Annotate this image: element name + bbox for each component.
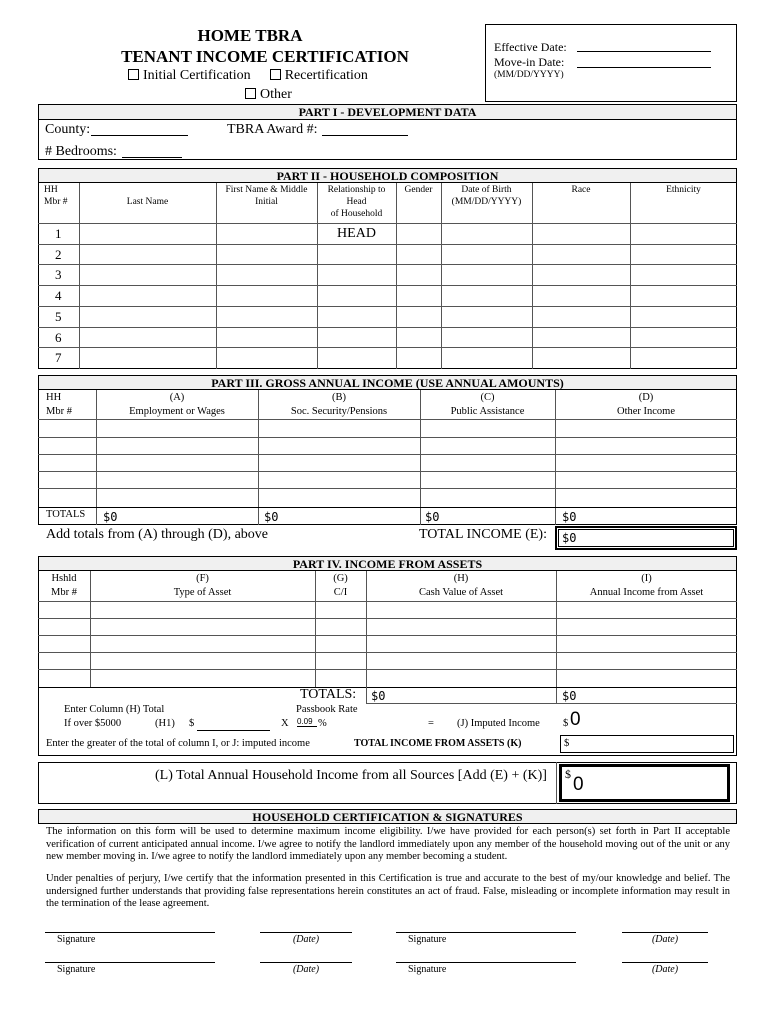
p2-relationship-header: Relationship to [327,185,386,195]
total-income-e-label: TOTAL INCOME (E): [419,527,547,542]
member-row-number: 5 [55,309,62,324]
p3-total-b[interactable]: $0 [264,510,279,524]
initial-cert-checkbox[interactable] [128,69,139,80]
total-annual-income-box [559,764,730,802]
head-label: HEAD [337,226,376,241]
movein-date-input[interactable] [577,54,711,68]
cert-title: HOUSEHOLD CERTIFICATION & SIGNATURES [38,809,737,824]
part2-title: PART II - HOUSEHOLD COMPOSITION [38,168,737,183]
date-label: (Date) [292,964,320,975]
p3-col-c-label: Public Assistance [450,406,525,417]
recert-checkbox[interactable] [270,69,281,80]
p3-mbr-header: Mbr # [46,406,72,417]
form-title: HOME TBRA [197,26,303,45]
p2-dob-header: Date of Birth [461,185,512,195]
tbra-award-input[interactable] [322,122,408,136]
p4-hshld-header: Hshld [51,573,77,584]
p4-col-g-letter: (G) [333,573,348,584]
p2-firstname-header: First Name & Middle [225,185,308,195]
p3-col-d-label: Other Income [616,406,676,417]
p2-relationship-header-3: of Household [330,209,383,219]
part1-title: PART I - DEVELOPMENT DATA [38,104,737,120]
imputed-income-value[interactable]: 0 [570,709,581,730]
p4-total-h[interactable]: $0 [371,689,386,703]
p3-total-d[interactable]: $0 [562,510,577,524]
total-annual-income-label: (L) Total Annual Household Income from all Sources [Add (E) + (K)] [155,768,547,783]
member-row-number: 7 [55,350,62,365]
percent-sign: % [318,718,327,729]
form-subtitle: TENANT INCOME CERTIFICATION [121,47,409,66]
p3-col-b-letter: (B) [332,392,346,403]
h1-input[interactable] [197,717,270,731]
imputed-income-label: (J) Imputed Income [457,718,540,729]
p2-mbr-header: Mbr # [44,197,68,207]
p4-col-f-label: Type of Asset [173,587,232,598]
passbook-rate-label: Passbook Rate [296,704,358,715]
other-checkbox[interactable] [245,88,256,99]
p3-col-c-letter: (C) [480,392,495,403]
p4-col-g-label: C/I [333,587,348,598]
date-line[interactable] [260,962,352,963]
signature-label: Signature [408,934,447,945]
tbra-award-label: TBRA Award #: [227,122,318,137]
p3-col-b-label: Soc. Security/Pensions [290,406,388,417]
p3-col-a-label: Employment or Wages [129,406,225,417]
effective-date-label: Effective Date: [494,40,567,54]
enter-col-h-text: Enter Column (H) Total [64,704,165,715]
greater-of-text: Enter the greater of the total of column I, or J: imputed income [46,738,310,749]
h1-dollar: $ [189,718,195,729]
date-label: (Date) [292,934,320,945]
p3-total-a[interactable]: $0 [103,510,118,524]
signature-line[interactable] [396,932,576,933]
effective-date-input[interactable] [577,38,711,52]
member-row-number: 6 [55,330,62,345]
p4-col-i-letter: (I) [641,573,652,584]
county-input[interactable] [91,122,188,136]
total-annual-income-dollar: $ [565,767,571,781]
total-assets-label: TOTAL INCOME FROM ASSETS (K) [354,738,522,749]
cert-paragraph-2: Under penalties of perjury, I/we certify that the information presented in this Certification is true and accurate to the best of my/our knowledge and belief. The undersigned further understands that providing false representations herein constitutes an act of fraud. False, misleading or incomplete information may result in the termination of the lease agreement. [46,873,730,909]
equals-sign: = [428,718,434,729]
p2-initial-header: Initial [255,197,278,207]
p2-race-header: Race [571,185,591,195]
signature-line[interactable] [45,932,215,933]
p4-col-h-letter: (H) [453,573,469,584]
p4-total-i[interactable]: $0 [562,689,577,703]
p2-hh-header: HH [44,185,58,195]
p4-mbr-header: Mbr # [51,587,77,598]
member-row-number: 1 [55,226,62,241]
cert-paragraph-1: The information on this form will be used to determine maximum income eligibility. I/we have provided for each person(s) set forth in Part II acceptable verification of current anticipated annual income. I/we agree to notify the landlord immediately upon any member of the household moving out of the unit or any new member moving in. I/we agree to notify the landlord immediately upon any member becoming a student. [46,826,730,862]
total-income-e-value[interactable]: $0 [562,531,577,545]
date-format-hint: (MM/DD/YYYY) [494,70,564,80]
p2-relationship-header-2: Head [346,197,367,207]
times-sign: X [281,718,289,729]
p2-lastname-header: Last Name [126,197,169,207]
date-label: (Date) [651,934,679,945]
date-line[interactable] [260,932,352,933]
initial-cert-label: Initial Certification [143,68,251,83]
signature-label: Signature [57,964,96,975]
p2-ethnicity-header: Ethnicity [666,185,701,195]
p4-col-f-letter: (F) [196,573,209,584]
member-row-number: 4 [55,288,62,303]
p3-totals-label: TOTALS [46,509,86,520]
imputed-income-dollar: $ [563,718,569,729]
recert-label: Recertification [284,68,368,83]
p4-col-i-label: Annual Income from Asset [589,587,704,598]
movein-date-label: Move-in Date: [494,55,565,69]
add-totals-text: Add totals from (A) through (D), above [46,527,269,542]
other-label: Other [260,87,292,102]
p3-col-a-letter: (A) [169,392,185,403]
date-line[interactable] [622,932,708,933]
signature-label: Signature [57,934,96,945]
p4-col-h-label: Cash Value of Asset [418,587,504,598]
p2-gender-header: Gender [404,185,433,195]
part4-box [38,556,737,756]
p4-totals-label: TOTALS: [300,687,357,702]
member-row-number: 2 [55,247,62,262]
p3-total-c[interactable]: $0 [425,510,440,524]
date-label: (Date) [651,964,679,975]
part4-title: PART IV. INCOME FROM ASSETS [38,556,737,571]
h1-label: (H1) [155,718,175,729]
signature-line[interactable] [45,962,215,963]
total-assets-value[interactable]: $ [564,738,570,749]
total-income-e-inner [558,529,734,547]
passbook-rate-value[interactable]: 0.09 [297,717,317,727]
member-row-number: 3 [55,267,62,282]
date-line[interactable] [622,962,708,963]
bedrooms-label: # Bedrooms: [45,144,117,159]
part3-title: PART III. GROSS ANNUAL INCOME (USE ANNUAL AMOUNTS) [38,375,737,390]
total-assets-box [560,735,734,753]
p3-col-d-letter: (D) [638,392,654,403]
total-annual-income-value[interactable]: 0 [573,774,584,795]
bedrooms-input[interactable] [122,144,182,158]
p3-hh-header: HH [46,392,62,403]
signature-label: Signature [408,964,447,975]
county-label: County: [45,122,91,137]
if-over-text: If over $5000 [64,718,122,729]
signature-line[interactable] [396,962,576,963]
p2-dob-format-header: (MM/DD/YYYY) [451,197,522,207]
